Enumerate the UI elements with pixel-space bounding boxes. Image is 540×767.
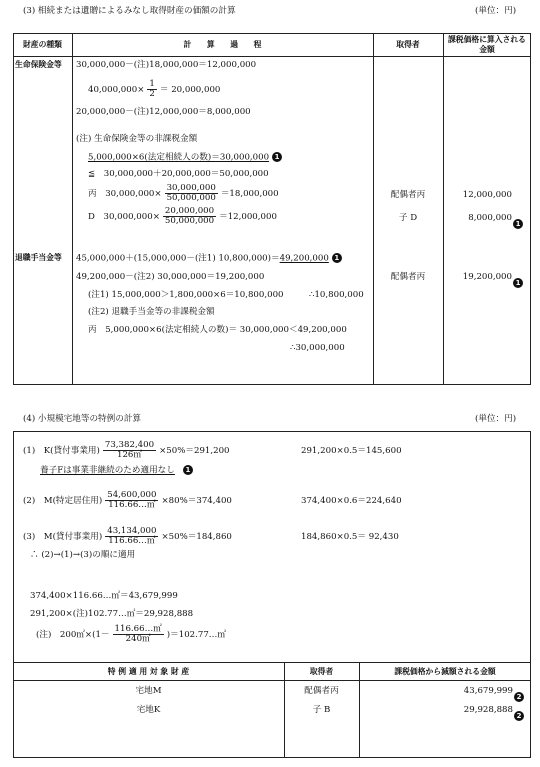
ret-note1-result: ∴10,800,000 (309, 290, 364, 300)
ret-note2-result: ∴30,000,000 (290, 343, 345, 353)
acq-ret: 配偶者丙 (390, 272, 426, 282)
ins-line2: 40,000,000× $\frac{1}{2}$ ＝ 20,000,000 (88, 79, 221, 99)
k1-note: 養子Fは事業非継続のため適用なし 1 (40, 465, 193, 477)
badge-1-icon: 1 (513, 219, 523, 229)
table-row-prop: 宅地M (135, 686, 162, 696)
acq-d: 子 D (398, 213, 418, 223)
table-header-amt: 課税価格から減額される金額 (394, 667, 496, 676)
section4-unit: (単位：円) (475, 414, 517, 424)
ret-line1: 45,000,000＋(15,000,000－(注1) 10,800,000)＝49,200,000 1 (76, 253, 342, 265)
table-row-amt: 29,928,888 (463, 705, 513, 715)
amt-ret-badge (513, 272, 523, 291)
header-acquirer: 取得者 (396, 40, 420, 49)
table-row-amt: 43,679,999 (463, 686, 513, 696)
acq-hei: 配偶者丙 (390, 190, 426, 200)
result-line3: (注) 200㎡×(1－ $\frac{116.66\dots㎡}{240㎡}$ )＝102.77…㎡ (36, 624, 226, 644)
badge-2-icon: 2 (514, 692, 524, 702)
m3-result: 184,860×0.5＝ 92,430 (301, 532, 399, 542)
table-header-divider (13, 680, 531, 681)
ins-note: (注) 生命保険金等の非課税金額 (76, 134, 198, 144)
ret-line2: 49,200,000－(注2) 30,000,000＝19,200,000 (76, 272, 265, 282)
result-line1: 374,400×116.66…㎡＝43,679,999 (30, 591, 178, 601)
m2-result: 374,400×0.6＝224,640 (301, 496, 402, 506)
row1-badge (514, 686, 524, 705)
ret-note2: (注2) 退職手当金等の非課税金額 (88, 307, 215, 317)
badge-2-icon: 2 (514, 711, 524, 721)
badge-1-icon: 1 (272, 152, 282, 162)
ret-note2-calc: 丙 5,000,000×6(法定相続人の数)＝ 30,000,000＜49,200,000 (88, 325, 347, 335)
header-kind: 財産の種類 (23, 40, 62, 49)
ins-note-line1: 5,000,000×6(法定相続人の数)＝30,000,000 1 (88, 152, 282, 164)
amt-d-badge (513, 213, 523, 232)
amt-ret: 19,200,000 (462, 272, 512, 282)
m2-line: (2) M(特定居住用) $\frac{54,600,000}{116.66\dots㎡}$ ×80%＝374,400 (23, 490, 232, 510)
section3-col2-divider (373, 33, 374, 385)
ret-note1: (注1) 15,000,000＞1,800,000×6＝10,800,000 (88, 290, 284, 300)
insurance-label: 生命保険金等 (15, 60, 62, 69)
amt-d: 8,000,000 (468, 213, 512, 223)
k1-result: 291,200×0.5＝145,600 (301, 446, 402, 456)
ins-hei-line: 丙 30,000,000× $\frac{30,000,000}{50,000,000}$ ＝18,000,000 (88, 183, 279, 203)
header-amount: 課税価格に算入される金額 (448, 35, 526, 54)
badge-1-icon: 1 (513, 278, 523, 288)
table-header-acq: 取得者 (309, 667, 334, 676)
retire-label: 退職手当金等 (15, 253, 62, 262)
badge-1-icon: 1 (332, 253, 342, 263)
result-line2: 291,200×(注)102.77…㎡＝29,928,888 (30, 609, 194, 619)
section3-col1-divider (72, 33, 73, 385)
ins-note-line2: ≦ 30,000,000＋20,000,000＝50,000,000 (88, 169, 269, 179)
order-line: ∴ (2)→(1)→(3)の順に適用 (30, 550, 136, 560)
k1-line: (1) K(貸付事業用) $\frac{73,382,400}{126㎡}$ ×50%＝291,200 (23, 440, 230, 460)
section3-unit: (単位：円) (475, 6, 517, 16)
header-calc: 計 算 過 程 (183, 40, 262, 49)
ins-line3: 20,000,000－(注)12,000,000＝8,000,000 (76, 107, 251, 117)
ins-d-line: D 30,000,000× $\frac{20,000,000}{50,000,000}$ ＝12,000,000 (88, 206, 277, 226)
row2-badge (514, 705, 524, 724)
badge-1-icon: 1 (183, 465, 193, 475)
table-row-acq: 配偶者丙 (304, 686, 339, 696)
table-header-prop: 特 例 適 用 対 象 財 産 (107, 667, 190, 676)
section3-header-divider (13, 56, 531, 57)
section3-title: (3) 相続または遺贈によるみなし取得財産の価額の計算 (23, 6, 236, 16)
amt-hei: 12,000,000 (462, 190, 512, 200)
table-row-prop: 宅地K (136, 705, 161, 715)
ins-line1: 30,000,000－(注)18,000,000＝12,000,000 (76, 60, 257, 70)
m3-line: (3) M(貸付事業用) $\frac{43,134,000}{116.66\dots㎡}$ ×50%＝184,860 (23, 526, 232, 546)
section3-col3-divider (443, 33, 444, 385)
table-row-acq: 子 B (312, 705, 331, 715)
section4-title: (4) 小規模宅地等の特例の計算 (23, 414, 142, 424)
table-top-line (13, 662, 531, 663)
